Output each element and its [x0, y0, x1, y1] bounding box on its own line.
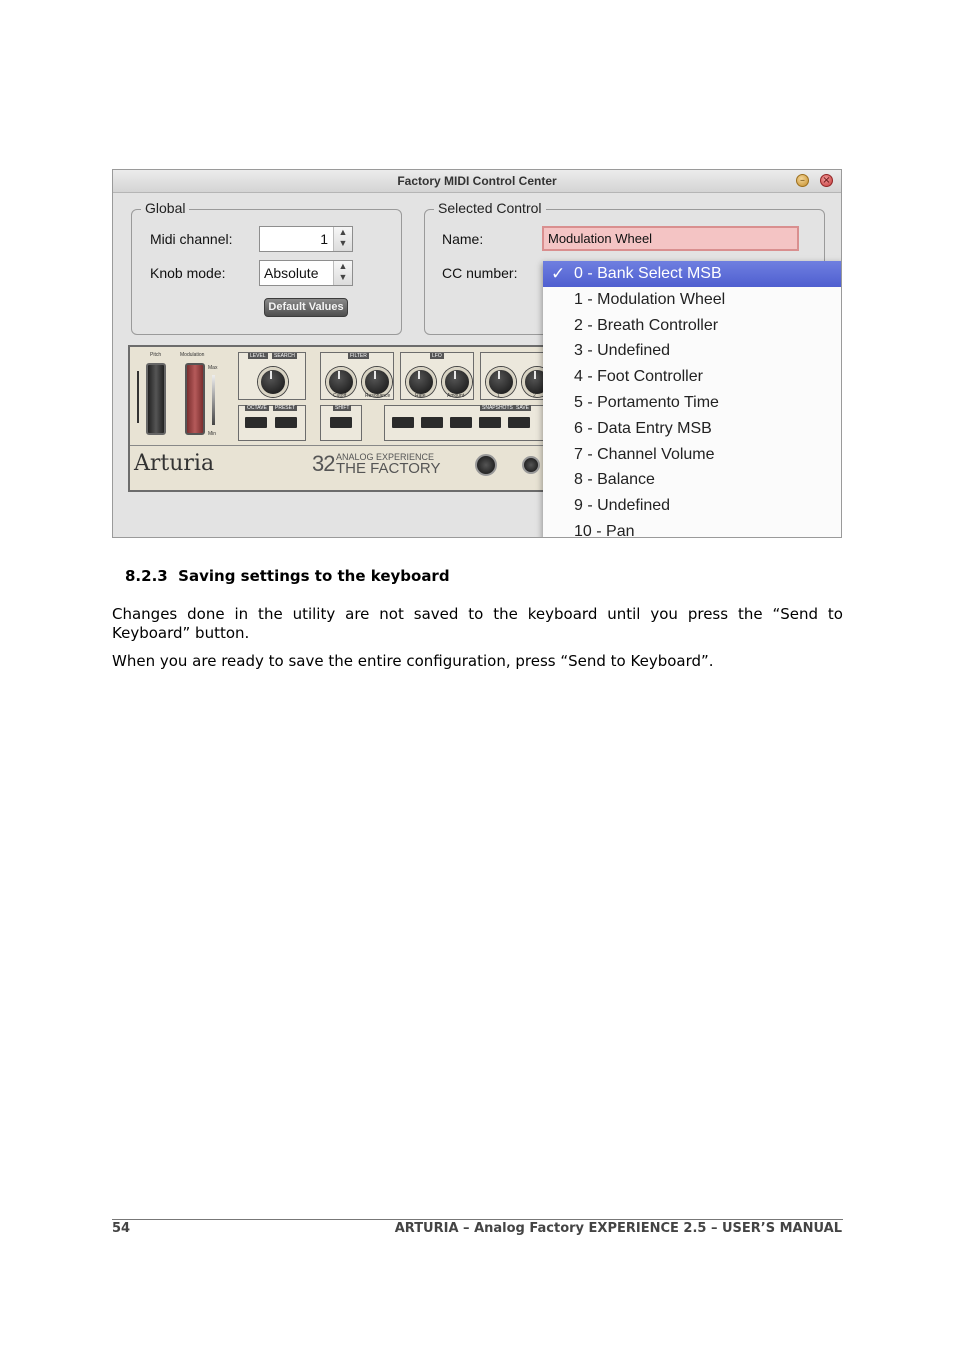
midi-control-center-window: [112, 169, 842, 538]
footer-rule: [112, 1219, 843, 1220]
pitch-label: Pitch: [150, 352, 162, 358]
default-values-button[interactable]: Default Values: [264, 298, 348, 317]
select-arrows-icon: ▲ ▼: [333, 261, 352, 285]
name-label: Name:: [442, 231, 484, 247]
section-heading: [125, 567, 450, 585]
section-number: 8.2.3: [125, 567, 168, 585]
filter-tag: FILTER: [350, 353, 367, 359]
cc-option[interactable]: 3 - Undefined: [574, 342, 671, 360]
paragraph-1: Changes done in the utility are not saved to the keyboard until you press the “Send to Keyboard” button.: [112, 605, 843, 642]
knob2-label: 2: [533, 393, 536, 399]
footer-title: ARTURIA – Analog Factory EXPERIENCE 2.5 – USER’S MANUAL: [394, 1221, 842, 1236]
midi-channel-stepper[interactable]: [259, 226, 353, 252]
level-tag: LEVEL: [250, 353, 266, 359]
cc-number-dropdown-list[interactable]: [543, 261, 842, 538]
name-value: Modulation Wheel: [548, 231, 653, 246]
min-label: Min: [208, 431, 217, 437]
snapshots-tag: SNAPSHOTS: [482, 405, 513, 411]
level-knob-icon: [258, 367, 288, 397]
key1-knob-icon: [486, 367, 516, 397]
model-line2: THE FACTORY: [336, 460, 441, 477]
knob1-label: 1: [497, 393, 500, 399]
knob-mode-label: Knob mode:: [150, 265, 226, 281]
snapshot-5-pad: [508, 417, 530, 428]
cc-option[interactable]: 7 - Channel Volume: [574, 445, 715, 463]
cc-option[interactable]: 2 - Breath Controller: [574, 316, 719, 334]
octave-tag: OCTAVE: [247, 405, 267, 411]
amount-label: Amount: [447, 393, 465, 399]
cc-option[interactable]: 5 - Portamento Time: [574, 393, 719, 411]
cc-option[interactable]: 4 - Foot Controller: [574, 368, 703, 386]
octave-up-pad: [275, 417, 297, 428]
model-line1: ANALOG EXPERIENCE: [336, 452, 435, 462]
save-tag: SAVE: [516, 405, 529, 411]
cc-option-label: 0 - Bank Select MSB: [574, 265, 722, 282]
cc-option[interactable]: 1 - Modulation Wheel: [574, 290, 726, 308]
midi-channel-value: 1: [320, 231, 328, 247]
midi-channel-label: Midi channel:: [150, 231, 233, 247]
preset-tag: PRESET: [275, 405, 296, 411]
paragraph-2: When you are ready to save the entire configuration, press “Send to Keyboard”.: [112, 652, 714, 670]
max-label: Max: [208, 365, 218, 371]
minimize-icon[interactable]: –: [796, 174, 809, 187]
resonance-label: Resonance: [365, 393, 391, 399]
cc-number-label: CC number:: [442, 265, 518, 281]
model-number: 32: [312, 451, 335, 476]
cc-option[interactable]: 10 - Pan: [574, 522, 635, 538]
arturia-logo: Arturia: [134, 451, 215, 476]
knob-mode-select[interactable]: [259, 260, 353, 286]
knob-mode-value: Absolute: [264, 265, 319, 281]
page-number: 54: [112, 1221, 131, 1236]
synth-panel-image: [128, 345, 568, 492]
pitch-wheel: [146, 363, 166, 435]
search-tag: SEARCH: [274, 353, 295, 359]
lfo-tag: LFO: [432, 353, 442, 359]
mod-wheel: [185, 363, 205, 435]
pitch-indicator: [137, 371, 139, 423]
snapshot-2-pad: [421, 417, 443, 428]
selected-control-legend: Selected Control: [434, 200, 546, 216]
cc-option[interactable]: 6 - Data Entry MSB: [574, 419, 712, 437]
snapshot-3-pad: [450, 417, 472, 428]
close-icon[interactable]: ×: [820, 174, 833, 187]
stepper-arrows-icon[interactable]: ▲ ▼: [333, 227, 352, 251]
snapshot-1-pad: [392, 417, 414, 428]
expression-jack-icon: [522, 456, 540, 474]
shift-pad: [330, 417, 352, 428]
mod-indicator: [212, 375, 215, 425]
octave-down-pad: [245, 417, 267, 428]
window-title: Factory MIDI Control Center: [113, 170, 841, 193]
global-legend: Global: [141, 200, 189, 216]
rate-label: Rate: [415, 393, 426, 399]
modulation-label: Modulation: [180, 352, 205, 358]
name-field[interactable]: [542, 226, 799, 251]
checkmark-icon: ✓: [551, 264, 566, 283]
cutoff-label: Cutoff: [333, 393, 347, 399]
snapshot-4-pad: [479, 417, 501, 428]
cc-option[interactable]: 9 - Undefined: [574, 497, 671, 515]
synth-bottom-rule: [130, 445, 566, 446]
cc-option-selected[interactable]: [543, 261, 842, 287]
shift-tag: SHIFT: [335, 405, 350, 411]
cc-option[interactable]: 8 - Balance: [574, 471, 655, 489]
midi-out-jack-icon: [475, 454, 497, 476]
section-title: Saving settings to the keyboard: [178, 567, 450, 585]
